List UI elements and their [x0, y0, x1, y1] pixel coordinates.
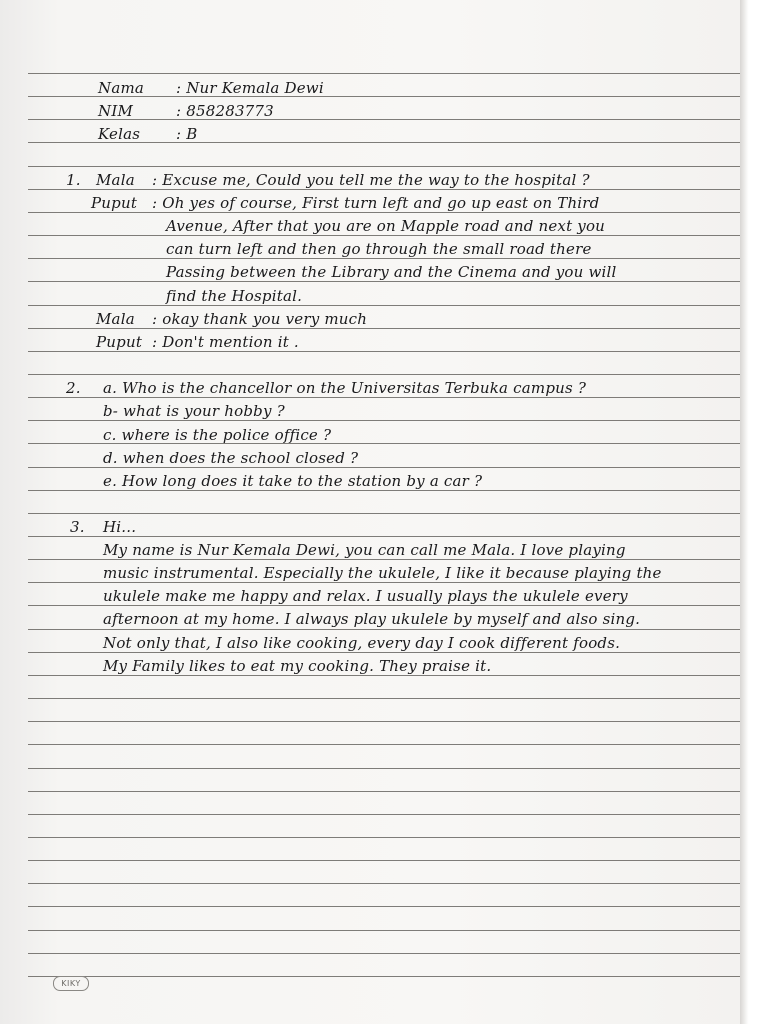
q1-line: find the Hospital. — [166, 287, 303, 305]
ruled-line — [28, 374, 740, 375]
page-edge — [740, 0, 768, 1024]
q2-item: e. How long does it take to the station by a car ? — [103, 472, 483, 490]
ruled-line — [28, 721, 740, 722]
nim-label: NIM — [98, 102, 134, 120]
nama-label: Nama — [98, 79, 145, 97]
q2-number: 2. — [66, 379, 81, 397]
q1-line: : Don't mention it . — [152, 333, 299, 351]
q1-line: Avenue, After that you are on Mapple road and next you — [166, 217, 606, 235]
ruled-line — [28, 629, 740, 630]
ruled-line — [28, 420, 740, 421]
q1-number: 1. — [66, 171, 81, 189]
kelas-value: : B — [176, 125, 198, 143]
q2-item: d. when does the school closed ? — [103, 449, 359, 467]
q1-line: : Oh yes of course, First turn left and go up east on Third — [152, 194, 600, 212]
ruled-line — [28, 698, 740, 699]
q3-line: My Family likes to eat my cooking. They praise it. — [103, 657, 492, 675]
q3-line: afternoon at my home. I always play ukulele by myself and also sing. — [103, 610, 641, 628]
ruled-line — [28, 235, 740, 236]
kelas-label: Kelas — [98, 125, 141, 143]
ruled-line — [28, 559, 740, 560]
q2-item: c. where is the police office ? — [103, 426, 332, 444]
q1-line: can turn left and then go through the small road there — [166, 240, 592, 258]
ruled-line — [28, 166, 740, 167]
ruled-line — [28, 536, 740, 537]
ruled-line — [28, 953, 740, 954]
ruled-line — [28, 305, 740, 306]
ruled-line — [28, 930, 740, 931]
ruled-line — [28, 860, 740, 861]
q3-line: music instrumental. Especially the ukulele, I like it because playing the — [103, 564, 662, 582]
q3-greeting: Hi... — [103, 518, 137, 536]
ruled-line — [28, 119, 740, 120]
ruled-line — [28, 814, 740, 815]
ruled-line — [28, 768, 740, 769]
q2-item: a. Who is the chancellor on the Universitas Terbuka campus ? — [103, 379, 587, 397]
ruled-line — [28, 675, 740, 676]
ruled-line — [28, 582, 740, 583]
notebook-brand-logo: KIKY — [53, 976, 89, 991]
q1-speaker: Mala — [96, 310, 135, 328]
ruled-line — [28, 73, 740, 74]
ruled-line — [28, 212, 740, 213]
q3-line: ukulele make me happy and relax. I usually plays the ukulele every — [103, 587, 628, 605]
ruled-line — [28, 258, 740, 259]
ruled-line — [28, 976, 740, 977]
q3-number: 3. — [70, 518, 85, 536]
ruled-line — [28, 791, 740, 792]
q1-speaker: Mala — [96, 171, 135, 189]
ruled-line — [28, 513, 740, 514]
q1-line: Passing between the Library and the Cinema and you will — [166, 263, 617, 281]
q3-line: My name is Nur Kemala Dewi, you can call me Mala. I love playing — [103, 541, 626, 559]
ruled-line — [28, 281, 740, 282]
q1-speaker: Puput — [91, 194, 138, 212]
ruled-line — [28, 744, 740, 745]
ruled-line — [28, 837, 740, 838]
nim-value: : 858283773 — [176, 102, 274, 120]
q1-line: : Excuse me, Could you tell me the way to the hospital ? — [152, 171, 590, 189]
ruled-line — [28, 906, 740, 907]
nama-value: : Nur Kemala Dewi — [176, 79, 324, 97]
q2-item: b- what is your hobby ? — [103, 402, 285, 420]
ruled-line — [28, 397, 740, 398]
q3-line: Not only that, I also like cooking, every day I cook different foods. — [103, 634, 621, 652]
ruled-line — [28, 605, 740, 606]
q1-speaker: Puput — [96, 333, 143, 351]
q1-line: : okay thank you very much — [152, 310, 368, 328]
ruled-line — [28, 883, 740, 884]
